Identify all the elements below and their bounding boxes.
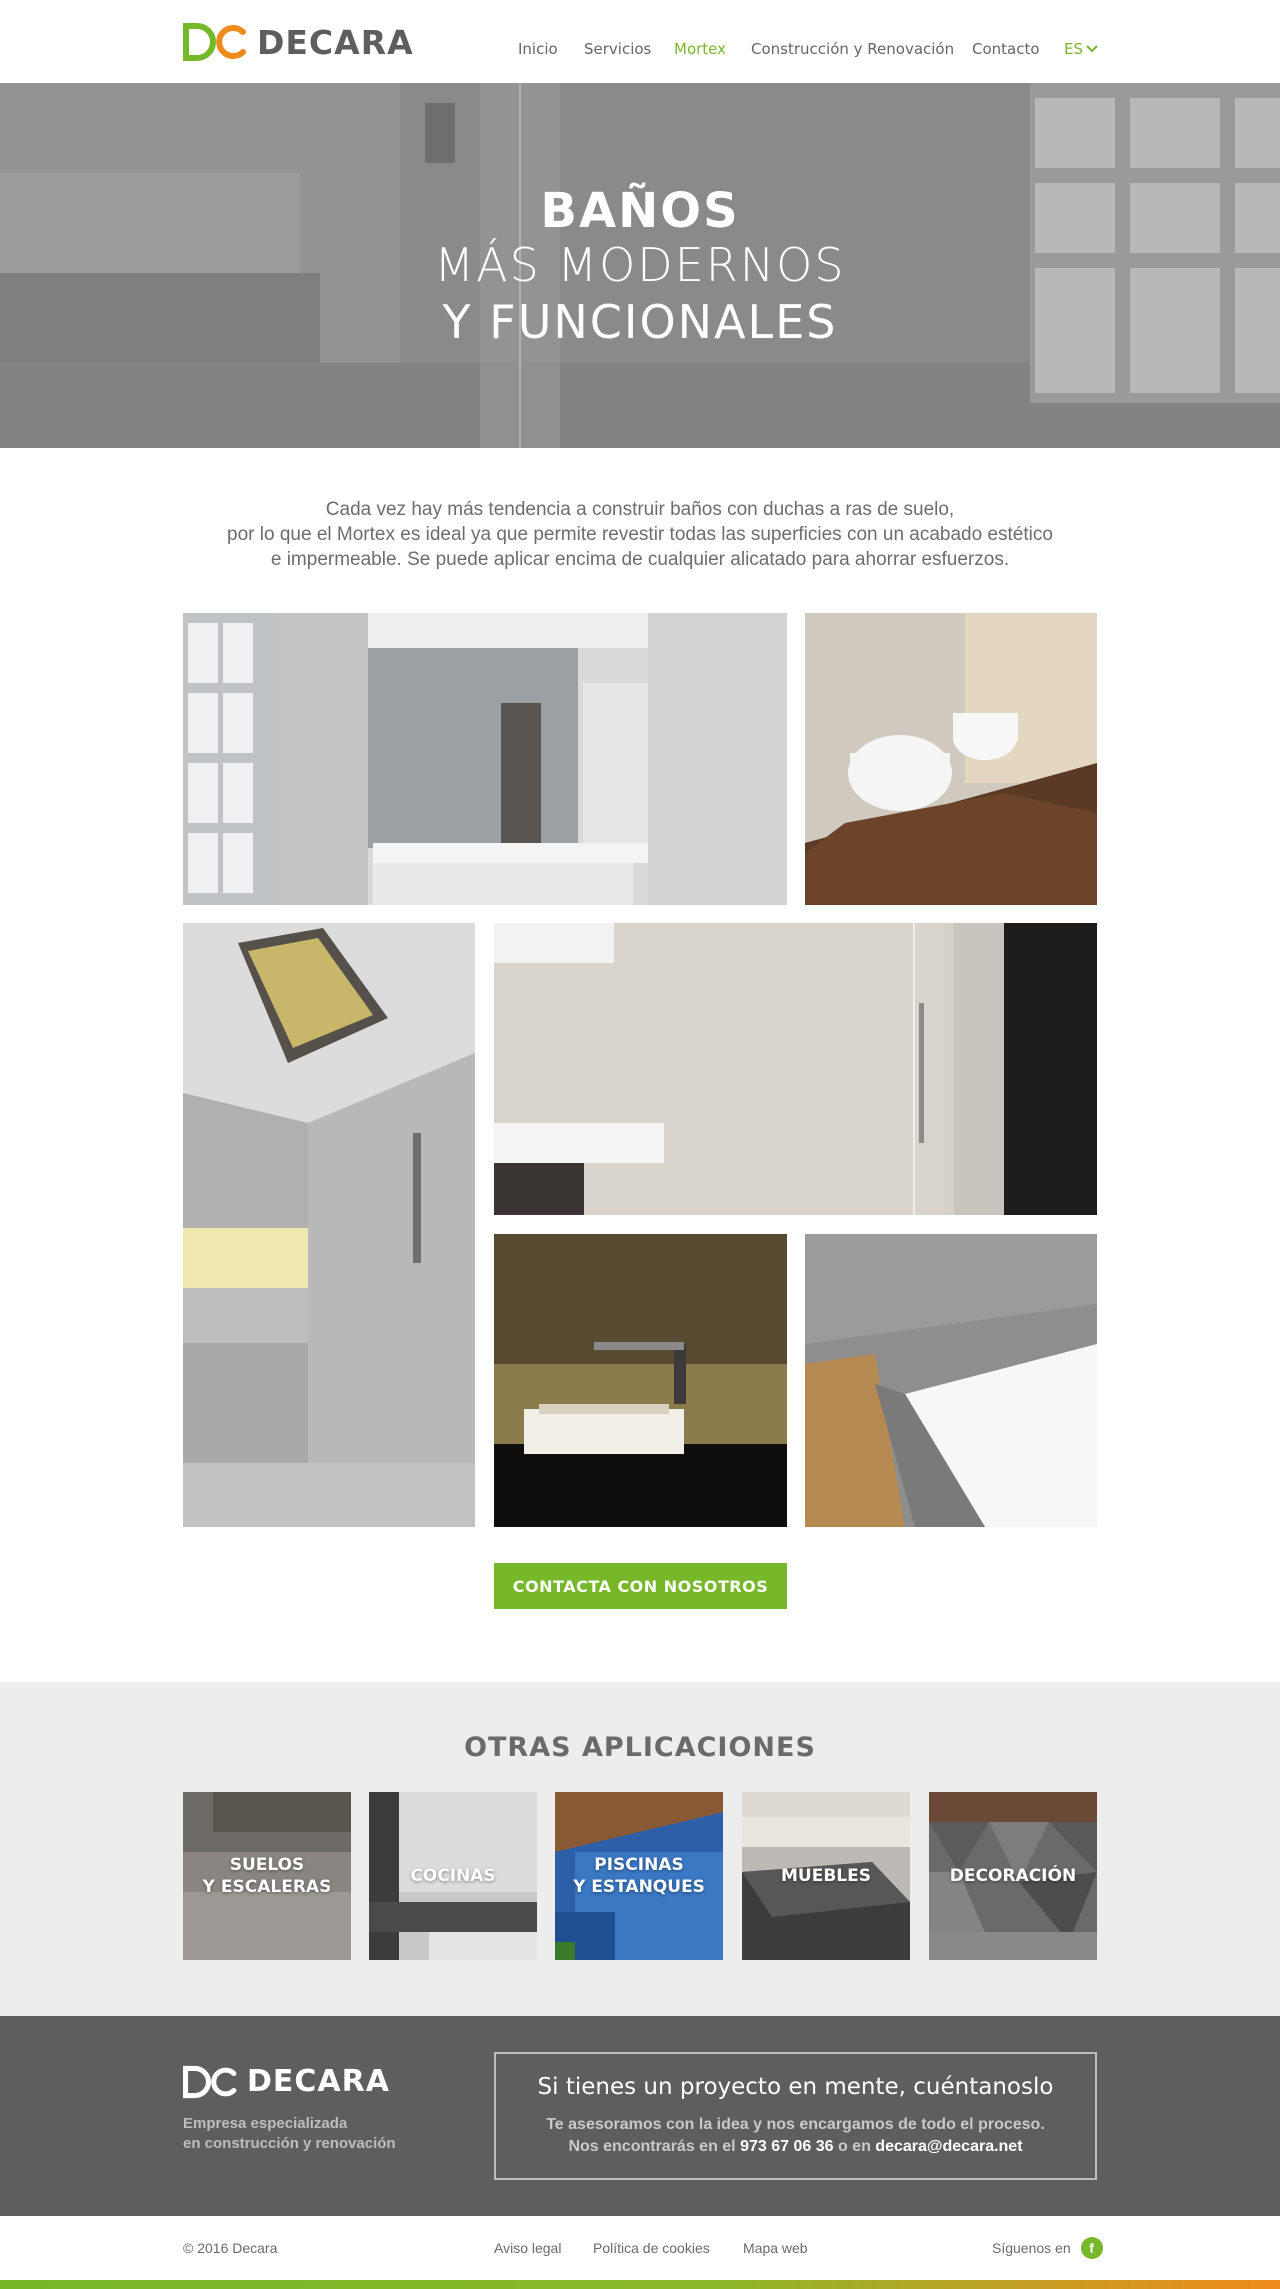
project-box-line2-pre: Nos encontrarás en el: [568, 2138, 736, 2155]
gallery-photo-vessel-sink[interactable]: [494, 1234, 787, 1527]
project-box-title: Si tienes un proyecto en mente, cuéntanoslo: [537, 2074, 1054, 2100]
hero-banner: [0, 83, 1280, 448]
bathtub-edge-photo-icon: [805, 1234, 1097, 1527]
hero-title-line2: MÁS MODERNOS: [434, 238, 846, 292]
language-selector[interactable]: [1064, 40, 1098, 58]
sitemap-link[interactable]: Mapa web: [743, 2240, 808, 2256]
app-label-muebles: MUEBLES: [781, 1866, 871, 1886]
social-follow: [992, 2237, 1103, 2259]
nav-contacto[interactable]: Contacto: [972, 40, 1040, 58]
gallery-photo-bathtub[interactable]: [805, 1234, 1097, 1527]
decara-logo-white-icon: [183, 2065, 239, 2099]
follow-label: Síguenos en: [992, 2240, 1071, 2256]
cookies-policy-link[interactable]: Política de cookies: [593, 2240, 710, 2256]
footer-tagline-line1: Empresa especializada: [183, 2115, 348, 2132]
email-link[interactable]: decara@decara.net: [875, 2138, 1023, 2155]
app-tile-decoracion[interactable]: [929, 1792, 1097, 1960]
site-header: [0, 0, 1280, 83]
project-contact-box: [494, 2052, 1097, 2180]
contact-us-button[interactable]: CONTACTA CON NOSOTROS: [494, 1563, 787, 1609]
gallery-photo-vanity[interactable]: [183, 613, 787, 905]
app-label-suelos: SUELOS Y ESCALERAS: [202, 1855, 332, 1897]
intro-line2: por lo que el Mortex es ideal ya que permite revestir todas las superficies con un acabado estético: [227, 524, 1053, 545]
app-tile-piscinas[interactable]: [555, 1792, 723, 1960]
app-label-piscinas: PISCINAS Y ESTANQUES: [573, 1855, 705, 1897]
gallery-photo-bidet[interactable]: [805, 613, 1097, 905]
app-tile-suelos[interactable]: [183, 1792, 351, 1960]
project-box-line2-mid: o en: [837, 2138, 871, 2155]
hero-title-line1: BAÑOS: [540, 183, 740, 239]
chevron-down-icon: [1086, 45, 1098, 53]
bidet-toilet-photo-icon: [805, 613, 1097, 905]
project-box-line2: [496, 2136, 1095, 2158]
rain-shower-photo-icon: [183, 923, 475, 1527]
nav-mortex[interactable]: Mortex: [674, 40, 727, 58]
nav-construccion[interactable]: Construcción y Renovación: [751, 40, 955, 58]
nav-servicios[interactable]: Servicios: [584, 40, 652, 58]
main-nav: [0, 40, 1280, 60]
facebook-icon[interactable]: f: [1081, 2237, 1103, 2259]
logo-text: DECARA: [257, 22, 414, 62]
intro-line3: e impermeable. Se puede aplicar encima de cualquier alicatado para ahorrar esfuerzos.: [270, 549, 1010, 570]
copyright: © 2016 Decara: [183, 2240, 278, 2256]
bottom-bar: [0, 2216, 1280, 2280]
other-applications-section: [0, 1682, 1280, 2016]
footer-logo-text: DECARA: [247, 2064, 390, 2099]
footer-logo[interactable]: [183, 2064, 390, 2099]
app-tile-muebles[interactable]: [742, 1792, 910, 1960]
walk-in-shower-photo-icon: [494, 923, 1097, 1215]
project-box-text: [496, 2114, 1095, 2158]
app-tile-cocinas[interactable]: [369, 1792, 537, 1960]
app-label-decoracion: DECORACIÓN: [949, 1866, 1077, 1886]
gallery-photo-walk-in-shower[interactable]: [494, 923, 1097, 1215]
app-label-cocinas: COCINAS: [410, 1866, 496, 1886]
brand-color-stripe: [0, 2280, 1280, 2289]
legal-notice-link[interactable]: Aviso legal: [494, 2240, 562, 2256]
nav-inicio[interactable]: Inicio: [518, 40, 558, 58]
intro-text: [0, 497, 1280, 572]
gallery-photo-rain-shower[interactable]: [183, 923, 475, 1527]
phone-number-link[interactable]: 973 67 06 36: [740, 2138, 834, 2155]
intro-line1: Cada vez hay más tendencia a construir baños con duchas a ras de suelo,: [325, 499, 955, 520]
applications-title: OTRAS APLICACIONES: [464, 1732, 816, 1763]
language-code: ES: [1064, 40, 1083, 58]
footer-tagline: [183, 2114, 396, 2154]
bathroom-vanity-photo-icon: [183, 613, 787, 905]
hero-title-line3: Y FUNCIONALES: [442, 295, 838, 349]
footer-contact: [0, 2016, 1280, 2216]
footer-tagline-line2: en construcción y renovación: [183, 2135, 396, 2152]
project-box-line1: Te asesoramos con la idea y nos encargamos de todo el proceso.: [546, 2116, 1045, 2133]
vessel-sink-photo-icon: [494, 1234, 787, 1527]
